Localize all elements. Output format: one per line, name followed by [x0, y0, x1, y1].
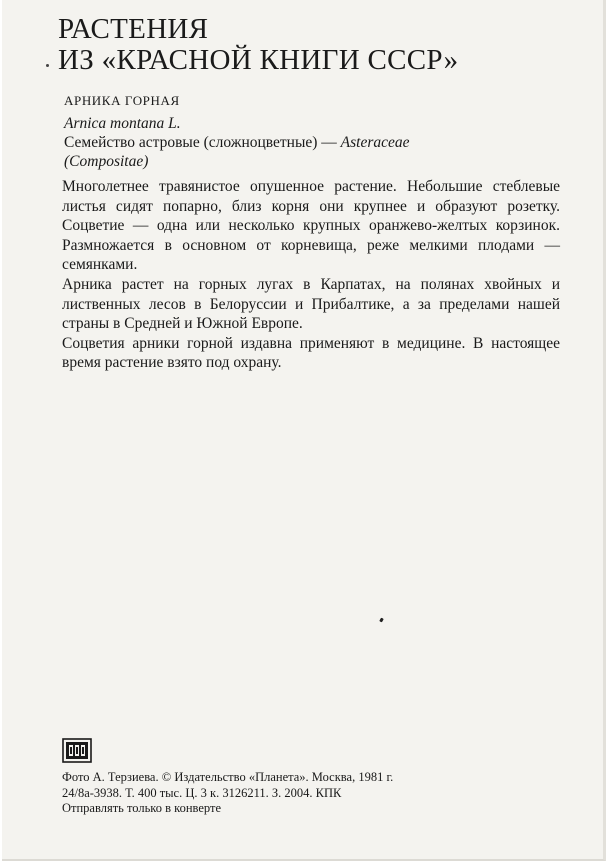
description-paragraph-1: Многолетнее травянистое опушенное растение. Небольшие стеблевые листья сидят попарно, близ корня они крупнее и образуют розетку. Соцветие — одна или несколько крупных оранжево-желтых корзинок. Размножается в основном от корневища, реже мелкими плодами — семянками. — [62, 178, 560, 274]
species-latin-name: Arnica montana L. — [64, 115, 181, 132]
species-description — [62, 177, 560, 373]
postcard-back — [2, 0, 606, 861]
species-family-russian: Семейство астровые (сложноцветные) — — [64, 134, 341, 151]
description-paragraph-2: Арника растет на горных лугах в Карпатах, на полянах хвойных и лиственных лесов в Белоруссии и Прибалтике, а за пределами нашей страны в Средней и Южной Европе. — [62, 275, 560, 333]
imprint — [62, 770, 542, 817]
print-speck — [46, 64, 49, 67]
description-paragraph-3: Соцветия арники горной издавна применяют в медицине. В настоящее время растение взято под охрану. — [62, 334, 560, 372]
series-title-line-2: ИЗ «КРАСНОЙ КНИГИ СССР» — [58, 44, 459, 76]
species-family-latin: Asteraceae — [340, 134, 410, 151]
species-family-alt-latin: (Compositae) — [64, 153, 149, 170]
species-family — [64, 133, 544, 152]
series-title-line-1: РАСТЕНИЯ — [58, 13, 209, 45]
imprint-line-1: Фото А. Терзиева. © Издательство «Планета». Москва, 1981 г. — [62, 770, 394, 784]
imprint-line-3: Отправлять только в конверте — [62, 801, 222, 815]
species-info — [64, 91, 544, 171]
series-title — [58, 14, 458, 76]
imprint-line-2: 24/8а-3938. Т. 400 тыс. Ц. 3 к. 3126211. З. 2004. КПК — [62, 785, 342, 800]
species-name: АРНИКА ГОРНАЯ — [64, 93, 180, 108]
planeta-publisher-logo-icon — [62, 738, 92, 763]
print-speck — [379, 618, 384, 623]
